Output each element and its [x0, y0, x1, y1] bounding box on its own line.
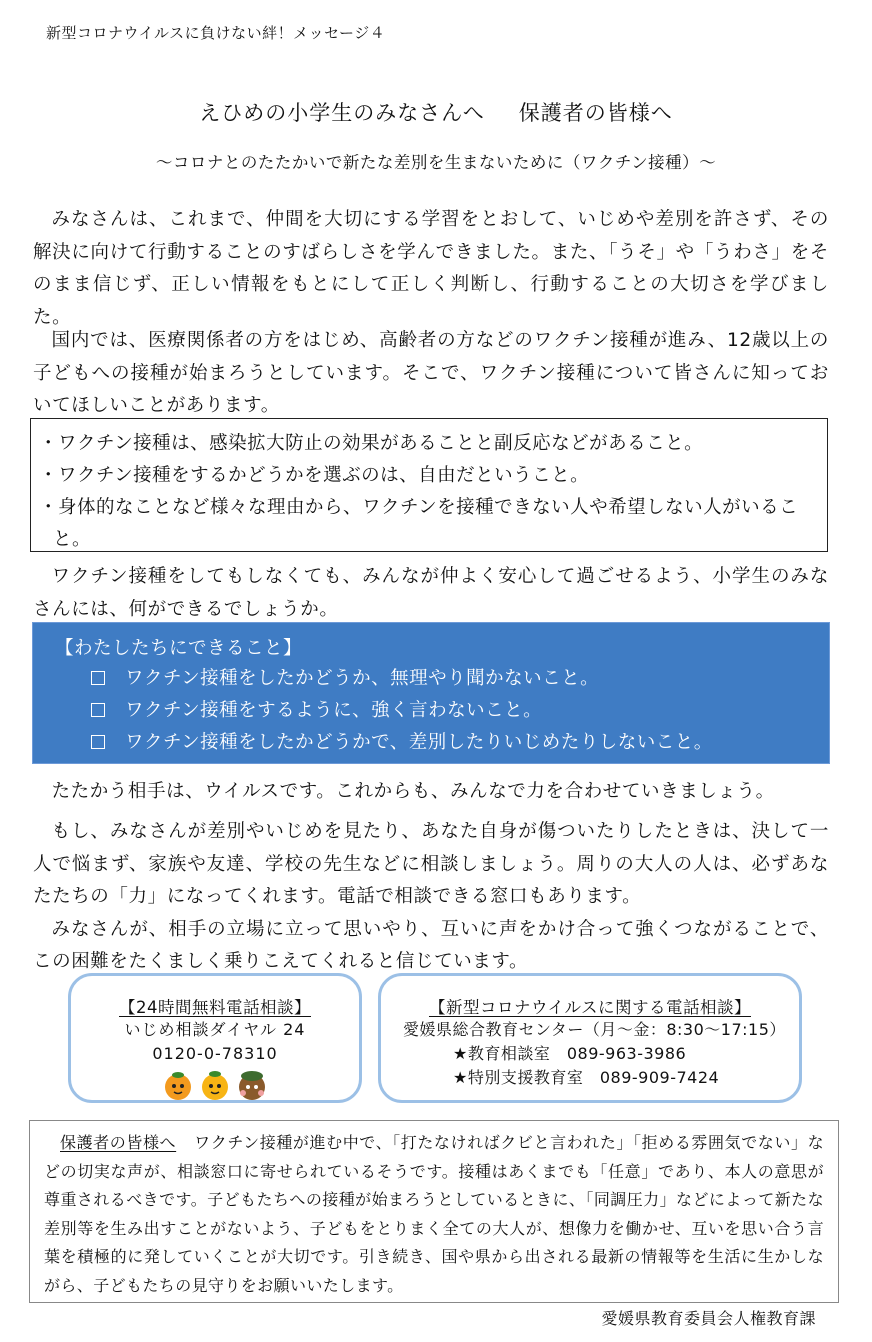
key-point: ・身体的なことなど様々な理由から、ワクチンを接種できない人や希望しない人がいること。: [39, 497, 799, 550]
title-guardians: 保護者の皆様へ: [518, 101, 673, 125]
issuer-name: 愛媛県教育委員会人権教育課: [601, 1309, 816, 1328]
series-title: 新型コロナウイルスに負けない絆！メッセージ４: [46, 24, 386, 42]
box-heading: 【わたしたちにできること】: [55, 638, 303, 659]
mascot-icon: [163, 1068, 275, 1102]
center-name: 愛媛県総合教育センター（月～金：8:30～17:15）: [403, 1020, 786, 1039]
guardian-text: ワクチン接種が進む中で、「打たなければクビと言われた」「拒める雰囲気でない」などの切実な声が、相談窓口に寄せられているそうです。接種はあくまでも「任意」であり、本人の意思が尊重されるべきです。子どもたちへの接種が始まろうとしているときに、「同調圧力」などによって新たな差別等を生み出すことがないよう、子どもをとりまく全ての大人が、想像力を働かせ、互いを思い合う言葉を積極的に発していくことが大切です。引き続き、国や県から出される最新の情報等を生活に生かしながら、子どもたちの見守りをお願いいたします。: [44, 1133, 824, 1295]
key-point: ・ワクチン接種は、感染拡大防止の効果があることと副反応などがあること。: [39, 433, 704, 454]
checklist-item: [55, 695, 807, 727]
checkbox-icon: [91, 671, 105, 685]
question-paragraph: ワクチン接種をしてもしなくても、みんなが仲よく安心して過ごせるよう、小学生のみなさんには、何ができるでしょうか。: [33, 566, 829, 620]
covid-consult-box: [378, 973, 802, 1103]
checklist-text: ワクチン接種をするように、強く言わないこと。: [125, 700, 543, 721]
checklist-item: [55, 727, 807, 759]
special-support-number: ★特別支援教育室 089-909-7424: [453, 1068, 720, 1087]
guardian-message-box: [29, 1120, 839, 1303]
checklist-text: ワクチン接種をしたかどうかで、差別したりいじめたりしないこと。: [125, 732, 713, 753]
hotline-number: 0120-0-78310: [152, 1044, 278, 1063]
subtitle: ～コロナとのたたかいで新たな差別を生まないために（ワクチン接種）～: [155, 153, 717, 172]
education-consult-number: ★教育相談室 089-963-3986: [453, 1044, 687, 1063]
closing-text: みなさんが、相手の立場に立って思いやり、互いに声をかけ合って強くつながることで、この困難をたくましく乗りこえてくれると信じています。: [33, 918, 829, 972]
key-points-box: [30, 418, 828, 552]
covid-consult-title: 【新型コロナウイルスに関する電話相談】: [428, 998, 751, 1017]
intro-paragraph: みなさんは、これまで、仲間を大切にする学習をとおして、いじめや差別を許さず、その解決に向けて行動することのすばらしさを学んできました。また、「うそ」や「うわさ」をそのまま信じず、正しい情報をもとにして正しく判断し、行動することの大切さを学びました。: [33, 209, 829, 328]
key-point: ・ワクチン接種をするかどうかを選ぶのは、自由だということ。: [39, 465, 590, 486]
consult-text: もし、みなさんが差別やいじめを見たり、あなた自身が傷ついたりしたときは、決して一人で悩まず、家族や友達、学校の先生などに相談しましょう。周りの大人の人は、必ずあなたたちの「力」になってくれます。電話で相談できる窓口もあります。: [33, 821, 829, 907]
guardian-heading: 保護者の皆様へ: [60, 1133, 177, 1152]
hotline-name: いじめ相談ダイヤル 24: [124, 1020, 306, 1039]
free-hotline-box: [68, 973, 362, 1103]
enemy-paragraph: たたかう相手は、ウイルスです。これからも、みんなで力を合わせていきましょう。: [51, 781, 775, 802]
checkbox-icon: [91, 703, 105, 717]
checklist-item: [55, 663, 807, 695]
mascot-illustrations: [163, 1068, 275, 1106]
vaccine-paragraph: 国内では、医療関係者の方をはじめ、高齢者の方などのワクチン接種が進み、12歳以上の子どもへの接種が始まろうとしています。そこで、ワクチン接種について皆さんに知っておいてほしいことがあります。: [33, 330, 829, 416]
hotline-title: 【24時間無料電話相談】: [119, 998, 311, 1017]
what-we-can-do-box: [32, 622, 830, 764]
main-title: [0, 97, 872, 127]
checklist-text: ワクチン接種をしたかどうか、無理やり聞かないこと。: [125, 668, 600, 689]
consult-paragraph: [33, 816, 829, 979]
title-students: えひめの小学生のみなさんへ: [199, 101, 485, 125]
checkbox-icon: [91, 735, 105, 749]
